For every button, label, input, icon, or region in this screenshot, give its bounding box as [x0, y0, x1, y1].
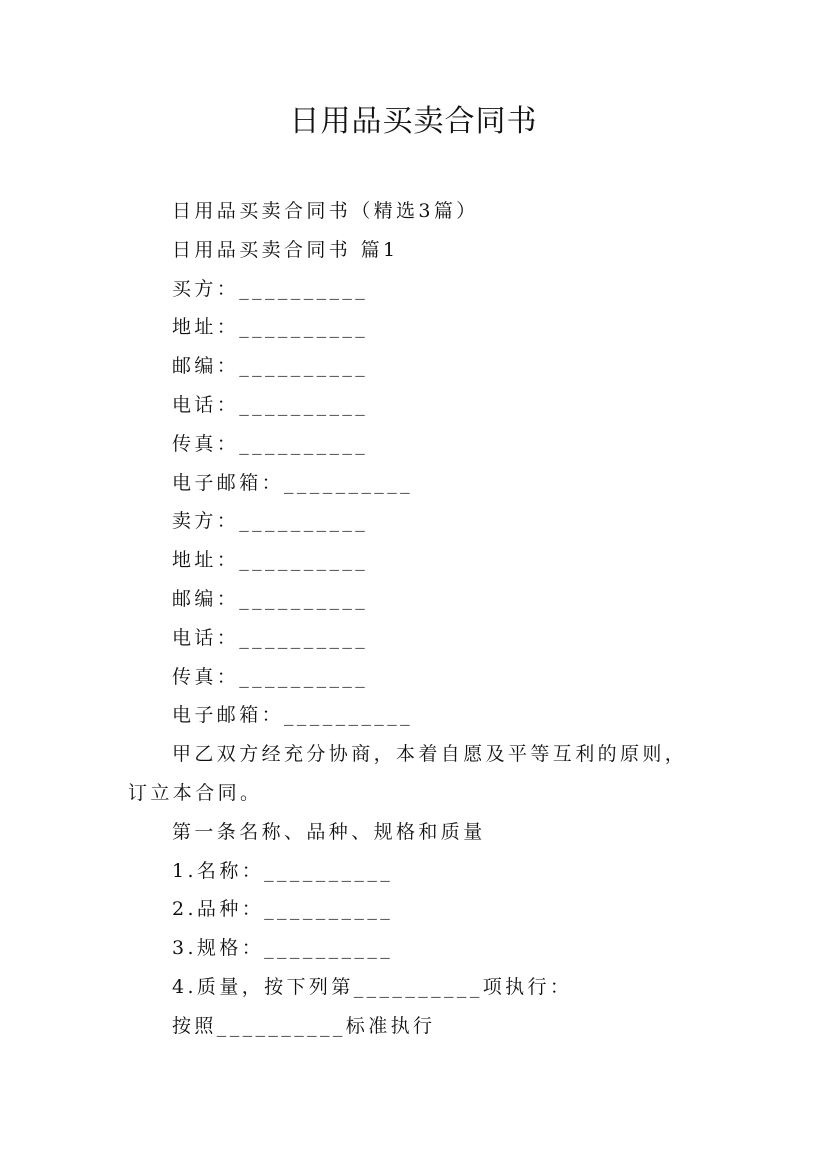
paragraph-item-quality: 4.质量，按下列第__________项执行： [172, 975, 573, 998]
paragraph-item-name: 1.名称：__________ [172, 859, 394, 882]
paragraph-item-variety: 2.品种：__________ [172, 898, 394, 921]
paragraph-buyer-address: 地址：__________ [172, 316, 369, 339]
document-title: 日用品买卖合同书 [289, 104, 538, 139]
paragraph-seller-fax: 传真：__________ [172, 665, 369, 688]
paragraph-seller-phone: 电话：__________ [172, 626, 369, 649]
paragraph-section-heading: 日用品买卖合同书 篇1 [172, 238, 399, 261]
paragraph-article-1: 第一条名称、品种、规格和质量 [172, 820, 486, 843]
paragraph-buyer-email: 电子邮箱：__________ [172, 471, 414, 494]
paragraph-buyer: 买方：__________ [172, 277, 369, 300]
paragraph-seller: 卖方：__________ [172, 510, 369, 533]
paragraph-buyer-phone: 电话：__________ [172, 393, 369, 416]
paragraph-seller-address: 地址：__________ [172, 549, 369, 572]
paragraph-subtitle: 日用品买卖合同书（精选3篇） [172, 200, 479, 222]
paragraph-standard: 按照__________标准执行 [172, 1014, 436, 1037]
paragraph-item-spec: 3.规格：__________ [172, 937, 394, 960]
paragraph-seller-email: 电子邮箱：__________ [172, 704, 414, 727]
document-body [128, 192, 708, 1046]
paragraph-agreement: 甲乙双方经充分协商，本着自愿及平等互利的原则，订立本合同。 [128, 743, 688, 804]
paragraph-buyer-postcode: 邮编：__________ [172, 355, 369, 378]
paragraph-buyer-fax: 传真：__________ [172, 432, 369, 455]
paragraph-seller-postcode: 邮编：__________ [172, 587, 369, 610]
